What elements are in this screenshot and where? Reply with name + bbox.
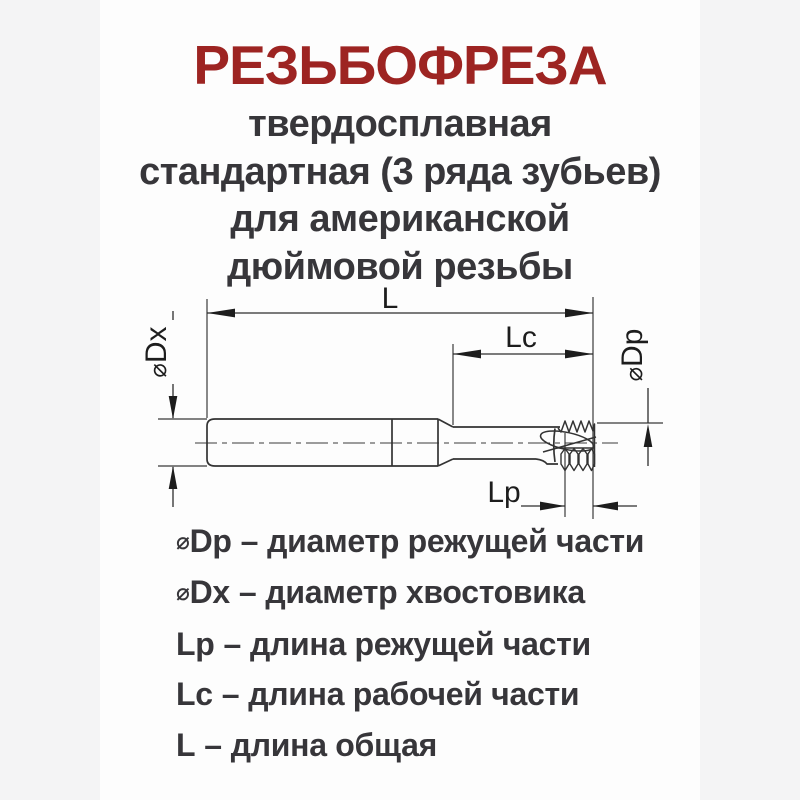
legend-symbol	[176, 574, 230, 610]
dimension-label-working-length: Lc	[505, 321, 537, 354]
subtitle-line: стандартная (3 ряда зубьев)	[139, 150, 661, 193]
dimension-lines	[173, 311, 648, 507]
legend-dash: –	[238, 574, 257, 611]
legend-code: Dp	[189, 523, 232, 559]
legend-dash: –	[223, 625, 241, 662]
legend-code: Lc	[176, 676, 213, 713]
shank-diameter-code: Dx	[140, 326, 173, 364]
extension-lines	[158, 297, 663, 519]
legend-description: диаметр режущей части	[267, 523, 645, 559]
diameter-icon: ⌀	[144, 363, 172, 378]
subtitle-line: дюймовой резьбы	[227, 245, 573, 288]
legend-item	[176, 720, 696, 771]
cutting-head-left-edge	[554, 429, 555, 463]
dimension-legend	[176, 516, 696, 770]
legend-description: длина рабочей части	[248, 676, 580, 713]
dimension-label-cutting-length: Lp	[487, 476, 521, 509]
legend-description: длина режущей части	[250, 625, 591, 662]
legend-item	[176, 669, 696, 720]
legend-code: Dx	[189, 574, 230, 611]
dimension-label-shank-diameter	[140, 326, 173, 377]
cutting-head-bottom-teeth	[561, 449, 595, 471]
cutting-diameter-code: Dp	[616, 328, 649, 367]
legend-description: диаметр хвостовика	[265, 574, 585, 611]
legend-item	[176, 516, 696, 567]
legend-symbol	[176, 727, 195, 763]
subtitle-line: для американской	[230, 198, 570, 240]
legend-dash: –	[204, 726, 222, 763]
legend-symbol	[176, 523, 232, 559]
dimension-label-total-length: L	[381, 282, 399, 315]
legend-item	[176, 619, 696, 670]
legend-dash: –	[240, 523, 259, 559]
dimension-label-cutting-diameter	[616, 329, 649, 382]
cutting-head-top-teeth	[558, 421, 595, 467]
product-subtitle	[70, 101, 730, 291]
legend-symbol	[176, 626, 215, 662]
legend-item	[176, 567, 696, 618]
subtitle-line: твердосплавная	[248, 103, 552, 145]
legend-code: Lp	[176, 625, 215, 662]
legend-code: L	[176, 726, 196, 763]
legend-description: длина общая	[230, 726, 437, 763]
diameter-icon: ⌀	[176, 580, 190, 607]
tool-body	[207, 419, 596, 471]
diameter-icon: ⌀	[620, 366, 648, 382]
legend-dash: –	[221, 676, 240, 713]
dimension-arrowheads	[169, 309, 653, 511]
page-title: РЕЗЬБОФРЕЗА	[193, 34, 607, 96]
legend-symbol	[176, 676, 213, 712]
diameter-icon: ⌀	[176, 528, 190, 555]
thread-mill-technical-drawing	[100, 280, 700, 530]
